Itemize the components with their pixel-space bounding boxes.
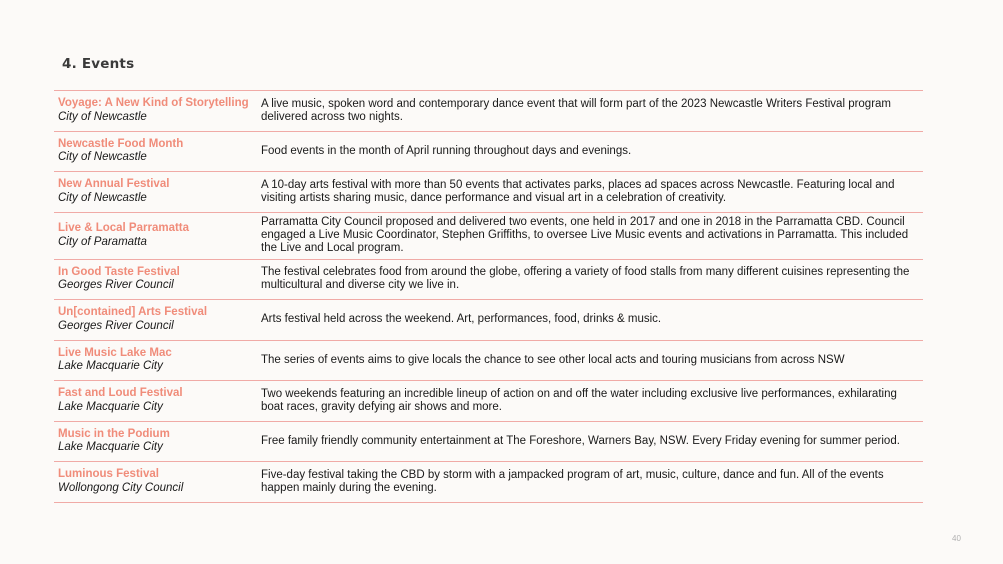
event-description: A live music, spoken word and contemporary dance event that will form part of the 2023 Newcastle Writers Festival program delivered across two nights. bbox=[261, 97, 892, 123]
event-cell bbox=[54, 178, 261, 205]
event-name: Live & Local Parramatta bbox=[58, 222, 190, 234]
event-organiser: City of Newcastle bbox=[58, 110, 147, 123]
event-organiser: Lake Macquarie City bbox=[58, 360, 163, 373]
events-table bbox=[54, 90, 923, 503]
event-cell bbox=[54, 97, 261, 124]
event-name: In Good Taste Festival bbox=[58, 265, 180, 278]
event-name: Un[contained] Arts Festival bbox=[58, 306, 208, 319]
event-cell bbox=[54, 138, 261, 165]
event-description: Food events in the month of April running throughout days and evenings. bbox=[261, 144, 632, 157]
event-description: The festival celebrates food from around the globe, offering a variety of food stalls from many different cuisines representing the multicultural and diverse city we live in. bbox=[261, 266, 910, 292]
event-description: Parramatta City Council proposed and delivered two events, one held in 2017 and one in 2018 in the Parramatta CBD. Council engaged a Live Music Coordinator, Stephen Griffiths, to oversee Live Music events and activations in Parramatta. This included the Live and Local program. bbox=[261, 215, 909, 255]
table-row bbox=[54, 300, 923, 341]
event-cell bbox=[54, 306, 261, 333]
event-cell bbox=[54, 428, 261, 455]
table-row bbox=[54, 132, 923, 173]
event-organiser: Lake Macquarie City bbox=[58, 400, 163, 413]
event-organiser: Lake Macquarie City bbox=[58, 441, 163, 454]
event-name: Music in the Podium bbox=[58, 427, 170, 440]
table-row bbox=[54, 91, 923, 132]
table-row bbox=[54, 341, 923, 382]
event-organiser: City of Newcastle bbox=[58, 191, 147, 204]
table-row bbox=[54, 172, 923, 213]
table-row bbox=[54, 260, 923, 301]
table-row bbox=[54, 422, 923, 463]
event-name: Fast and Loud Festival bbox=[58, 387, 183, 400]
event-name: Live Music Lake Mac bbox=[58, 346, 172, 359]
event-organiser: Georges River Council bbox=[58, 319, 174, 332]
event-name: Voyage: A New Kind of Storytelling bbox=[58, 97, 249, 110]
event-cell bbox=[54, 387, 261, 414]
event-name: Newcastle Food Month bbox=[58, 137, 184, 150]
event-organiser: Georges River Council bbox=[58, 279, 174, 292]
event-cell bbox=[54, 266, 261, 293]
event-description: A 10-day arts festival with more than 50 events that activates parks, places ad spaces across Newcastle. Featuring local and visiting artists sharing music, dance performance and visual art in a celebration of creativity. bbox=[261, 178, 895, 204]
event-description: Five-day festival taking the CBD by storm with a jampacked program of art, music, culture, dance and fun. All of the events happen mainly during the evening. bbox=[261, 468, 884, 494]
section-title: 4. Events bbox=[62, 56, 135, 72]
event-cell bbox=[54, 222, 261, 249]
event-name: New Annual Festival bbox=[58, 178, 170, 191]
table-row bbox=[54, 213, 923, 260]
event-description: Two weekends featuring an incredible lineup of action on and off the water including exclusive live performances, exhilarating boat races, gravity defying air shows and more. bbox=[261, 387, 897, 413]
event-organiser: City of Newcastle bbox=[58, 151, 147, 164]
event-organiser: City of Paramatta bbox=[58, 235, 147, 248]
page-number: 40 bbox=[952, 534, 961, 543]
event-description: Free family friendly community entertainment at The Foreshore, Warners Bay, NSW. Every Friday evening for summer period. bbox=[261, 434, 900, 447]
event-name: Luminous Festival bbox=[58, 468, 159, 481]
table-row bbox=[54, 462, 923, 503]
event-cell bbox=[54, 468, 261, 495]
event-organiser: Wollongong City Council bbox=[58, 481, 184, 494]
event-description: The series of events aims to give locals the chance to see other local acts and touring musicians from across NSW bbox=[261, 353, 845, 366]
event-cell bbox=[54, 347, 261, 374]
table-row bbox=[54, 381, 923, 422]
event-description: Arts festival held across the weekend. Art, performances, food, drinks & music. bbox=[261, 313, 662, 326]
